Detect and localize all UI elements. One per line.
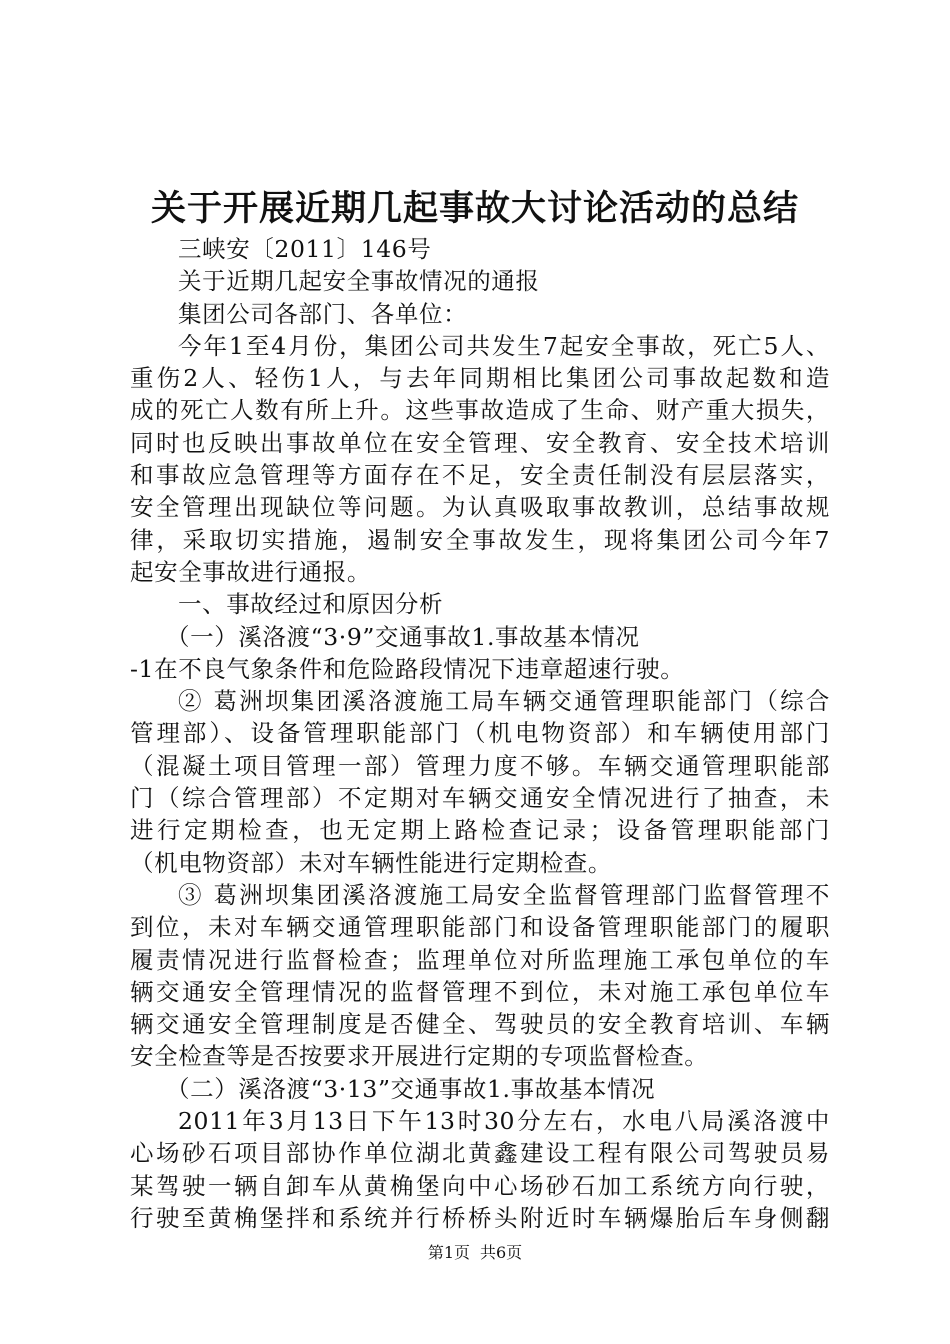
body-line: 履责情况进行监督检查；监理单位对所监理施工承包单位的车 (130, 945, 830, 974)
body-line: 律，采取切实措施，遏制安全事故发生，现将集团公司今年7 (130, 525, 830, 554)
notice-title: 关于近期几起安全事故情况的通报 (178, 267, 540, 296)
body-line: 2011年3月13日下午13时30分左右，水电八局溪洛渡中 (178, 1107, 830, 1136)
document-number: 三峡安〔2011〕146号 (178, 235, 432, 263)
body-line: 到位，未对车辆交通管理职能部门和设备管理职能部门的履职 (130, 913, 830, 942)
body-line: ③ 葛洲坝集团溪洛渡施工局安全监督管理部门监督管理不 (178, 880, 830, 909)
body-line: 某驾驶一辆自卸车从黄桷堡向中心场砂石加工系统方向行驶， (130, 1171, 830, 1200)
body-line: 安全检查等是否按要求开展进行定期的专项监督检查。 (130, 1042, 709, 1071)
body-line: 同时也反映出事故单位在安全管理、安全教育、安全技术培训 (130, 428, 830, 457)
page-total: 共6页 (480, 1243, 523, 1262)
body-line: 重伤2人、轻伤1人，与去年同期相比集团公司事故起数和造 (130, 364, 830, 393)
body-line: 辆交通安全管理制度是否健全、驾驶员的安全教育培训、车辆 (130, 1010, 830, 1039)
body-line: 成的死亡人数有所上升。这些事故造成了生命、财产重大损失， (130, 396, 830, 425)
body-line: 今年1至4月份，集团公司共发生7起安全事故，死亡5人、 (178, 331, 830, 360)
subsection-heading: （二）溪洛渡“3·13”交通事故1.事故基本情况 (166, 1074, 656, 1103)
body-line: 心场砂石项目部协作单位湖北黄鑫建设工程有限公司驾驶员易 (130, 1139, 830, 1168)
body-line: （混凝土项目管理一部）管理力度不够。车辆交通管理职能部 (130, 751, 830, 780)
body-line: 辆交通安全管理情况的监督管理不到位，未对施工承包单位车 (130, 977, 830, 1006)
body-line: -1在不良气象条件和危险路段情况下违章超速行驶。 (130, 654, 685, 683)
body-line: 和事故应急管理等方面存在不足，安全责任制没有层层落实， (130, 461, 830, 490)
page-footer (0, 1242, 950, 1264)
body-line: 管理部）、设备管理职能部门（机电物资部）和车辆使用部门 (130, 719, 830, 748)
document-body (130, 233, 830, 1234)
document-title: 关于开展近期几起事故大讨论活动的总结 (150, 188, 799, 229)
section-heading: 一、事故经过和原因分析 (178, 590, 444, 619)
body-line: 安全管理出现缺位等问题。为认真吸取事故教训，总结事故规 (130, 493, 830, 522)
body-line: 门（综合管理部）不定期对车辆交通安全情况进行了抽查，未 (130, 784, 830, 813)
body-line: 进行定期检查，也无定期上路检查记录；设备管理职能部门 (130, 816, 830, 845)
body-line: （机电物资部）未对车辆性能进行定期检查。 (130, 848, 612, 877)
body-line: 行驶至黄桷堡拌和系统并行桥桥头附近时车辆爆胎后车身侧翻 (130, 1203, 830, 1232)
page-number: 第1页 (427, 1243, 470, 1262)
addressee: 集团公司各部门、各单位： (178, 299, 468, 328)
body-line: ② 葛洲坝集团溪洛渡施工局车辆交通管理职能部门（综合 (178, 687, 830, 716)
body-line: 起安全事故进行通报。 (130, 557, 371, 586)
subsection-heading: （一）溪洛渡“3·9”交通事故1.事故基本情况 (166, 622, 640, 651)
